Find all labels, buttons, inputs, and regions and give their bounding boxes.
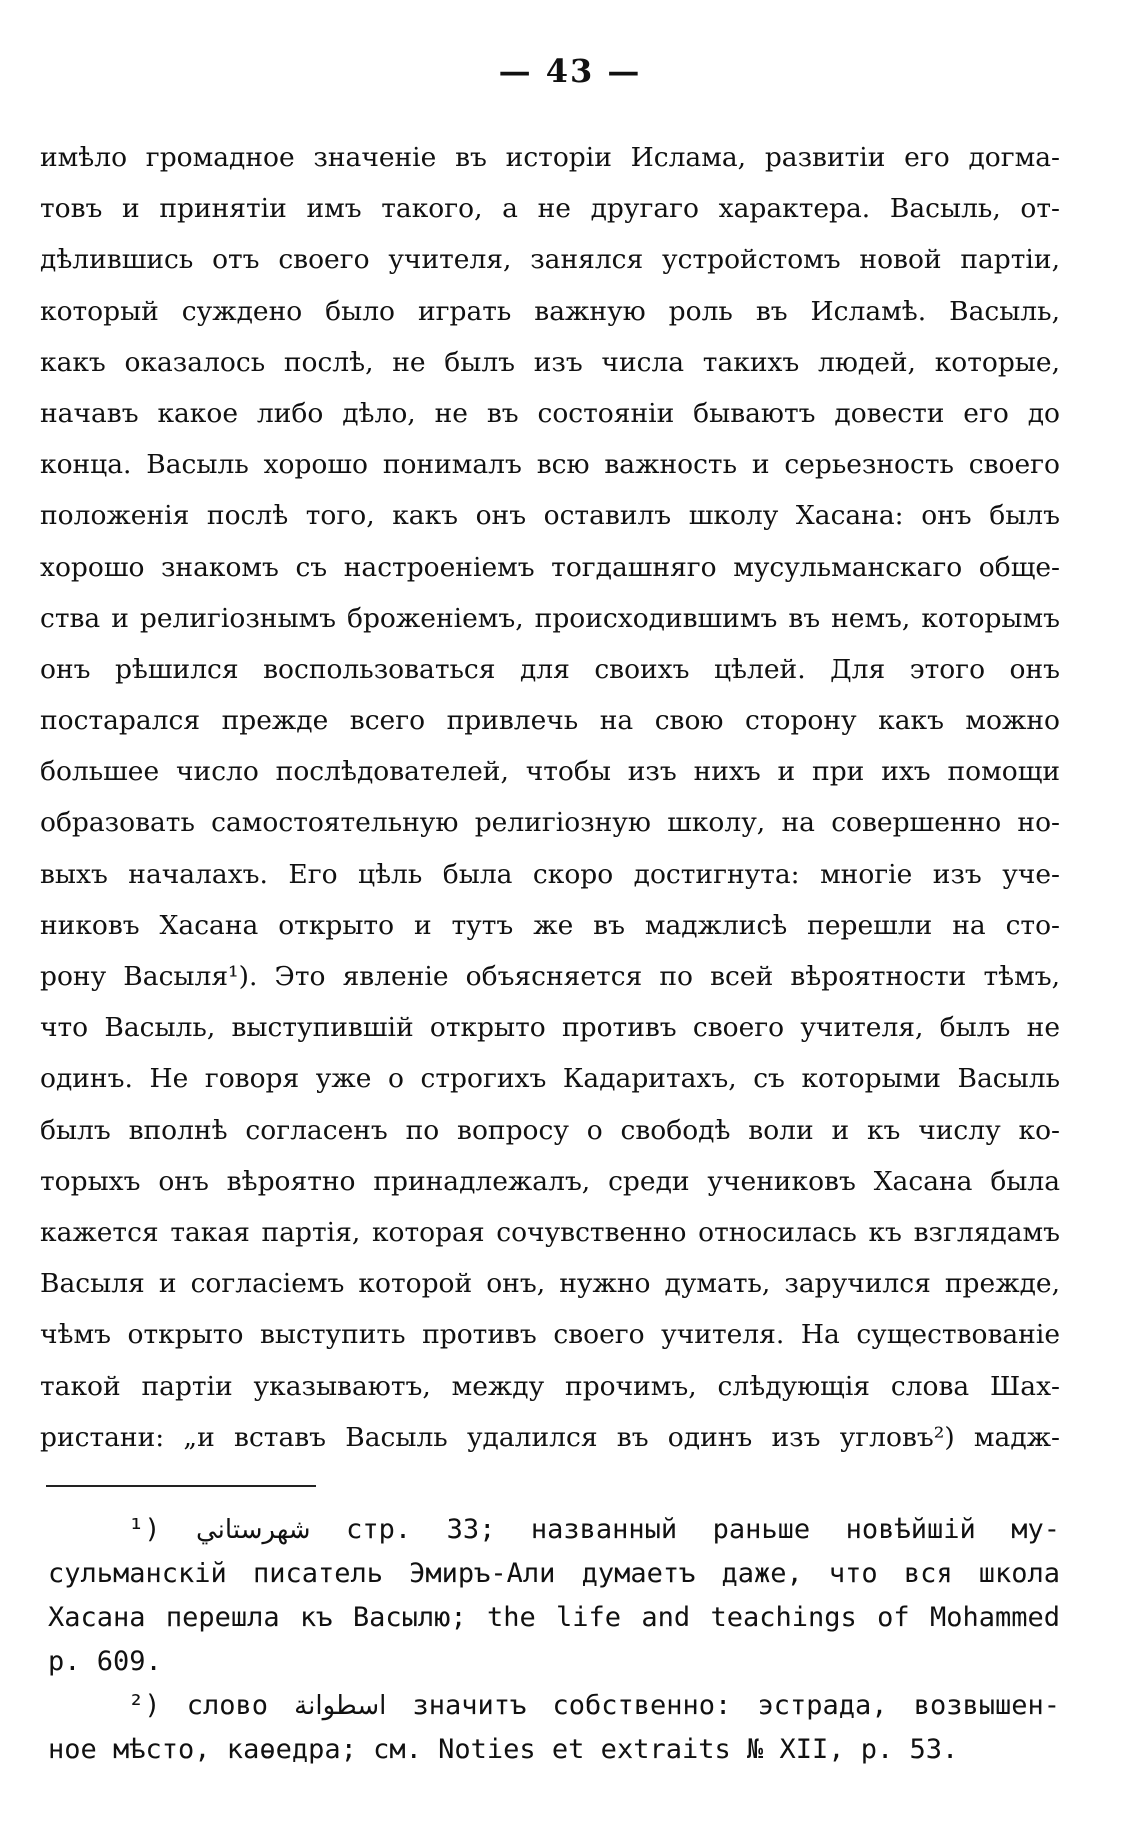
- footnote-2-pre: слово: [186, 1690, 268, 1721]
- body-line: выхъ началахъ. Его цѣль была скоро достигнута: многіе изъ уче-: [40, 858, 1060, 890]
- footnote-1-text: стр. 33; названный раньше новѣйшій му-: [346, 1514, 1060, 1545]
- footnote-2-line-1: [48, 1684, 1060, 1728]
- body-line: одинъ. Не говоря уже о строгихъ Кадаритахъ, съ которыми Васыль: [40, 1063, 1060, 1095]
- body-line: чѣмъ открыто выступить противъ своего учителя. На существованіе: [40, 1319, 1060, 1351]
- footnote-1-line-2: сульманскій писатель Эмиръ-Али думаетъ даже, что вся школа: [48, 1558, 1060, 1589]
- body-line: начавъ какое либо дѣло, не въ состояніи бываютъ довести его до: [40, 397, 1060, 429]
- body-line: имѣло громадное значеніе въ исторіи Ислама, развитіи его догма-: [40, 142, 1060, 173]
- footnote-1-marker: ¹): [128, 1514, 161, 1545]
- body-line: торыхъ онъ вѣроятно принадлежалъ, среди учениковъ Хасана была: [40, 1165, 1060, 1197]
- body-line: былъ вполнѣ согласенъ по вопросу о свободѣ воли и къ числу ко-: [40, 1114, 1060, 1146]
- footnotes: [48, 1508, 1060, 1772]
- body-line: что Васыль, выступившій открыто противъ своего учителя, былъ не: [40, 1012, 1060, 1044]
- footnote-2-marker: ²): [128, 1690, 161, 1721]
- footnote-2-arabic: اسطوانة: [294, 1691, 387, 1721]
- body-line: какъ оказалось послѣ, не былъ изъ числа такихъ людей, которые,: [40, 346, 1060, 378]
- body-text: [40, 132, 1060, 1463]
- body-line: образовать самостоятельную религіозную школу, на совершенно но-: [40, 807, 1060, 839]
- body-line: ристани: „и вставъ Васыль удалился въ одинъ изъ угловъ²) мадж-: [40, 1421, 1060, 1453]
- body-line: кажется такая партія, которая сочувственно относилась къ взглядамъ: [40, 1216, 1060, 1248]
- body-line: ства и религіознымъ броженіемъ, происходившимъ въ немъ, которымъ: [40, 602, 1060, 634]
- footnote-1-line-1: [48, 1508, 1060, 1552]
- page-number: — 43 —: [498, 52, 642, 90]
- footnote-2-line-2: ное мѣсто, каѳедра; см. Noties et extraits № XII, p. 53.: [48, 1734, 959, 1765]
- body-line: рону Васыля¹). Это явленіе объясняется по всей вѣроятности тѣмъ,: [40, 961, 1060, 992]
- body-line: такой партіи указываютъ, между прочимъ, слѣдующія слова Шах-: [40, 1370, 1060, 1402]
- body-line: Васыля и согласіемъ которой онъ, нужно думать, заручился прежде,: [40, 1268, 1060, 1300]
- footnote-divider: [46, 1485, 316, 1487]
- footnote-2-text: значитъ собственно: эстрада, возвышен-: [412, 1690, 1060, 1721]
- body-line: онъ рѣшился воспользоваться для своихъ цѣлей. Для этого онъ: [40, 653, 1060, 685]
- body-line: товъ и принятіи имъ такого, а не другаго характера. Васыль, от-: [40, 193, 1060, 225]
- body-line: положенія послѣ того, какъ онъ оставилъ школу Хасана: онъ былъ: [40, 500, 1060, 532]
- body-line: большее число послѣдователей, чтобы изъ нихъ и при ихъ помощи: [40, 756, 1060, 788]
- footnote-1-line-4: p. 609.: [48, 1646, 162, 1677]
- footnote-1-arabic: شهرستاني: [196, 1515, 311, 1545]
- body-line: дѣлившись отъ своего учителя, занялся устройстомъ новой партіи,: [40, 244, 1060, 276]
- body-line: который суждено было играть важную роль въ Исламѣ. Васыль,: [40, 295, 1060, 327]
- body-line: никовъ Хасана открыто и тутъ же въ маджлисѣ перешли на сто-: [40, 909, 1060, 941]
- body-line: постарался прежде всего привлечь на свою сторону какъ можно: [40, 705, 1060, 737]
- body-line: конца. Васыль хорошо понималъ всю важность и серьезность своего: [40, 449, 1060, 481]
- footnote-1-line-3: Хасана перешла къ Васылю; the life and teachings of Mohammed: [48, 1602, 1060, 1633]
- body-line: хорошо знакомъ съ настроеніемъ тогдашняго мусульманскаго обще-: [40, 551, 1060, 583]
